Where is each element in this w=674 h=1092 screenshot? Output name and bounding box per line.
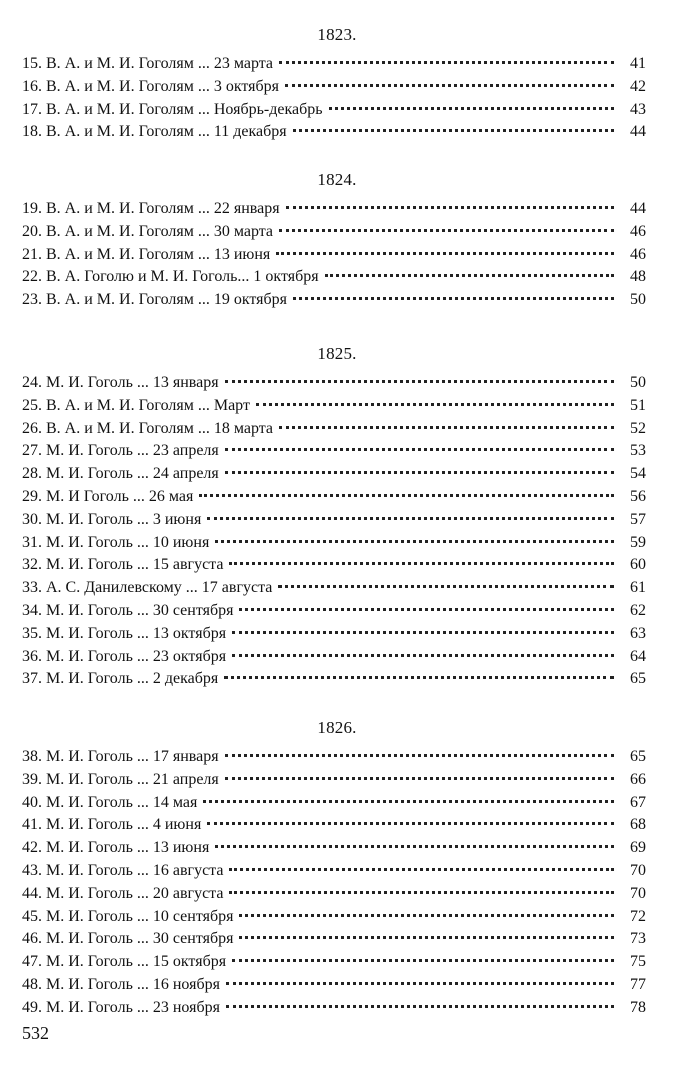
dot-leader xyxy=(239,608,614,611)
entry-page-number: 68 xyxy=(630,816,646,833)
entry-page-number: 52 xyxy=(630,420,646,437)
dot-leader xyxy=(225,754,614,757)
entry-number: 49. xyxy=(22,999,42,1016)
dot-leader xyxy=(225,777,614,780)
entry-number: 45. xyxy=(22,908,42,925)
dot-leader xyxy=(232,959,614,962)
entry-title: М. И. Гоголь ... 23 апреля xyxy=(46,442,219,459)
entry-title: М. И. Гоголь ... 10 сентября xyxy=(46,908,234,925)
toc-entry xyxy=(22,53,646,75)
entry-number: 30. xyxy=(22,511,42,528)
entry-number: 40. xyxy=(22,794,42,811)
entry-title: М. И. Гоголь ... 23 ноября xyxy=(46,999,220,1016)
entry-page-number: 46 xyxy=(630,223,646,240)
entry-page-number: 53 xyxy=(630,442,646,459)
entry-number: 28. xyxy=(22,465,42,482)
entry-title: В. А. и М. И. Гоголям ... 13 июня xyxy=(46,246,271,263)
entry-title: В. А. и М. И. Гоголям ... 19 октября xyxy=(46,291,288,308)
dot-leader xyxy=(229,891,614,894)
toc-entry xyxy=(22,418,646,440)
entry-title: М. И. Гоголь ... 3 июня xyxy=(46,511,202,528)
toc-entry xyxy=(22,221,646,243)
entry-title: А. С. Данилевскому ... 17 августа xyxy=(46,579,273,596)
entry-title: М. И. Гоголь ... 14 мая xyxy=(46,794,198,811)
entry-page-number: 61 xyxy=(630,579,646,596)
entry-number: 16. xyxy=(22,78,42,95)
entry-number: 23. xyxy=(22,291,42,308)
entry-page-number: 48 xyxy=(630,268,646,285)
dot-leader xyxy=(225,448,614,451)
entry-page-number: 44 xyxy=(630,123,646,140)
entry-page-number: 41 xyxy=(630,55,646,72)
entry-title: В. А. Гоголю и М. И. Гоголь... 1 октября xyxy=(46,268,319,285)
entry-page-number: 66 xyxy=(630,771,646,788)
dot-leader xyxy=(229,562,614,565)
dot-leader xyxy=(278,585,614,588)
entry-title: М. И. Гоголь ... 30 сентября xyxy=(46,930,234,947)
entry-number: 31. xyxy=(22,534,42,551)
toc-entry xyxy=(22,837,646,859)
entry-title: М. И. Гоголь ... 16 ноября xyxy=(46,976,220,993)
toc-entry xyxy=(22,577,646,599)
entry-title: В. А. и М. И. Гоголям ... 30 марта xyxy=(46,223,274,240)
dot-leader xyxy=(276,252,614,255)
dot-leader xyxy=(256,403,614,406)
entry-page-number: 54 xyxy=(630,465,646,482)
dot-leader xyxy=(279,426,614,429)
toc-entry xyxy=(22,883,646,905)
toc-entry xyxy=(22,600,646,622)
entry-title: В. А. и М. И. Гоголям ... Ноябрь-декабрь xyxy=(46,101,323,118)
dot-leader xyxy=(279,61,614,64)
dot-leader xyxy=(224,676,614,679)
entry-title: М. И. Гоголь ... 21 апреля xyxy=(46,771,219,788)
entry-page-number: 60 xyxy=(630,556,646,573)
entry-number: 26. xyxy=(22,420,42,437)
entry-title: В. А. и М. И. Гоголям ... 11 декабря xyxy=(46,123,287,140)
entry-page-number: 44 xyxy=(630,200,646,217)
page-number: 532 xyxy=(22,1023,49,1043)
entry-title: М. И Гоголь ... 26 мая xyxy=(46,488,194,505)
entry-title: В. А. и М. И. Гоголям ... Март xyxy=(46,397,250,414)
entry-page-number: 65 xyxy=(630,670,646,687)
entry-title: В. А. и М. И. Гоголям ... 23 марта xyxy=(46,55,274,72)
entry-number: 48. xyxy=(22,976,42,993)
entry-number: 35. xyxy=(22,625,42,642)
entry-number: 20. xyxy=(22,223,42,240)
toc-entry xyxy=(22,623,646,645)
entry-title: М. И. Гоголь ... 24 апреля xyxy=(46,465,219,482)
entry-page-number: 69 xyxy=(630,839,646,856)
dot-leader xyxy=(232,631,614,634)
entry-page-number: 46 xyxy=(630,246,646,263)
entry-title: М. И. Гоголь ... 13 июня xyxy=(46,839,210,856)
entry-number: 47. xyxy=(22,953,42,970)
entry-number: 21. xyxy=(22,246,42,263)
toc-entry xyxy=(22,769,646,791)
toc-entry xyxy=(22,997,646,1019)
entry-number: 38. xyxy=(22,748,42,765)
entry-page-number: 50 xyxy=(630,291,646,308)
entry-title: В. А. и М. И. Гоголям ... 18 марта xyxy=(46,420,274,437)
entry-title: М. И. Гоголь ... 10 июня xyxy=(46,534,210,551)
toc-entry xyxy=(22,372,646,394)
entry-page-number: 43 xyxy=(630,101,646,118)
toc-entry xyxy=(22,440,646,462)
entry-number: 17. xyxy=(22,101,42,118)
entry-page-number: 64 xyxy=(630,648,646,665)
entry-number: 43. xyxy=(22,862,42,879)
toc-entry xyxy=(22,814,646,836)
entry-title: М. И. Гоголь ... 23 октября xyxy=(46,648,227,665)
toc-entry xyxy=(22,792,646,814)
entry-title: М. И. Гоголь ... 30 сентября xyxy=(46,602,234,619)
entry-page-number: 75 xyxy=(630,953,646,970)
toc-entry xyxy=(22,289,646,311)
entry-page-number: 42 xyxy=(630,78,646,95)
entry-number: 42. xyxy=(22,839,42,856)
section-year-heading: 1823. xyxy=(317,25,357,44)
entry-page-number: 62 xyxy=(630,602,646,619)
entry-page-number: 51 xyxy=(630,397,646,414)
entry-number: 19. xyxy=(22,200,42,217)
dot-leader xyxy=(239,936,614,939)
entry-number: 24. xyxy=(22,374,42,391)
toc-entry xyxy=(22,198,646,220)
entry-number: 25. xyxy=(22,397,42,414)
entry-page-number: 77 xyxy=(630,976,646,993)
entry-page-number: 70 xyxy=(630,885,646,902)
toc-entry xyxy=(22,746,646,768)
dot-leader xyxy=(207,517,614,520)
dot-leader xyxy=(215,845,614,848)
entry-page-number: 65 xyxy=(630,748,646,765)
toc-entry xyxy=(22,463,646,485)
toc-entry xyxy=(22,99,646,121)
dot-leader xyxy=(225,380,614,383)
entry-title: М. И. Гоголь ... 16 августа xyxy=(46,862,224,879)
entry-number: 18. xyxy=(22,123,42,140)
toc-entry xyxy=(22,928,646,950)
entry-title: М. И. Гоголь ... 20 августа xyxy=(46,885,224,902)
dot-leader xyxy=(325,274,614,277)
dot-leader xyxy=(226,982,614,985)
dot-leader xyxy=(285,84,614,87)
entry-title: М. И. Гоголь ... 17 января xyxy=(46,748,219,765)
toc-entry xyxy=(22,244,646,266)
entry-number: 46. xyxy=(22,930,42,947)
toc-entry xyxy=(22,486,646,508)
entry-page-number: 56 xyxy=(630,488,646,505)
dot-leader xyxy=(199,494,614,497)
entry-number: 27. xyxy=(22,442,42,459)
dot-leader xyxy=(226,1005,614,1008)
toc-entry xyxy=(22,974,646,996)
toc-entry xyxy=(22,860,646,882)
dot-leader xyxy=(279,229,614,232)
toc-entry xyxy=(22,532,646,554)
entry-number: 22. xyxy=(22,268,42,285)
entry-title: В. А. и М. И. Гоголям ... 3 октября xyxy=(46,78,280,95)
entry-number: 34. xyxy=(22,602,42,619)
dot-leader xyxy=(225,471,614,474)
entry-page-number: 63 xyxy=(630,625,646,642)
dot-leader xyxy=(232,654,614,657)
toc-entry xyxy=(22,668,646,690)
entry-page-number: 78 xyxy=(630,999,646,1016)
section-year-heading: 1826. xyxy=(317,718,357,737)
toc-entry xyxy=(22,76,646,98)
section-year-heading: 1824. xyxy=(317,170,357,189)
dot-leader xyxy=(239,914,614,917)
toc-entry xyxy=(22,266,646,288)
entry-title: М. И. Гоголь ... 2 декабря xyxy=(46,670,219,687)
entry-title: М. И. Гоголь ... 13 октября xyxy=(46,625,227,642)
toc-entry xyxy=(22,951,646,973)
dot-leader xyxy=(215,540,614,543)
entry-number: 36. xyxy=(22,648,42,665)
section-year-heading: 1825. xyxy=(317,344,357,363)
entry-title: М. И. Гоголь ... 15 августа xyxy=(46,556,224,573)
toc-entry xyxy=(22,121,646,143)
entry-number: 39. xyxy=(22,771,42,788)
dot-leader xyxy=(207,822,614,825)
entry-page-number: 50 xyxy=(630,374,646,391)
toc-entry xyxy=(22,395,646,417)
toc-entry xyxy=(22,906,646,928)
entry-title: М. И. Гоголь ... 15 октября xyxy=(46,953,227,970)
entry-page-number: 67 xyxy=(630,794,646,811)
entry-number: 37. xyxy=(22,670,42,687)
entry-number: 41. xyxy=(22,816,42,833)
entry-page-number: 73 xyxy=(630,930,646,947)
entry-number: 32. xyxy=(22,556,42,573)
toc-entry xyxy=(22,646,646,668)
entry-number: 29. xyxy=(22,488,42,505)
dot-leader xyxy=(229,868,614,871)
entry-number: 33. xyxy=(22,579,42,596)
entry-number: 44. xyxy=(22,885,42,902)
entry-page-number: 57 xyxy=(630,511,646,528)
entry-title: М. И. Гоголь ... 13 января xyxy=(46,374,219,391)
dot-leader xyxy=(293,129,614,132)
dot-leader xyxy=(286,206,614,209)
entry-page-number: 70 xyxy=(630,862,646,879)
dot-leader xyxy=(329,107,614,110)
entry-title: М. И. Гоголь ... 4 июня xyxy=(46,816,202,833)
entry-title: В. А. и М. И. Гоголям ... 22 января xyxy=(46,200,280,217)
entry-page-number: 59 xyxy=(630,534,646,551)
dot-leader xyxy=(203,800,614,803)
dot-leader xyxy=(293,297,614,300)
entry-page-number: 72 xyxy=(630,908,646,925)
entry-number: 15. xyxy=(22,55,42,72)
toc-entry xyxy=(22,509,646,531)
toc-entry xyxy=(22,554,646,576)
